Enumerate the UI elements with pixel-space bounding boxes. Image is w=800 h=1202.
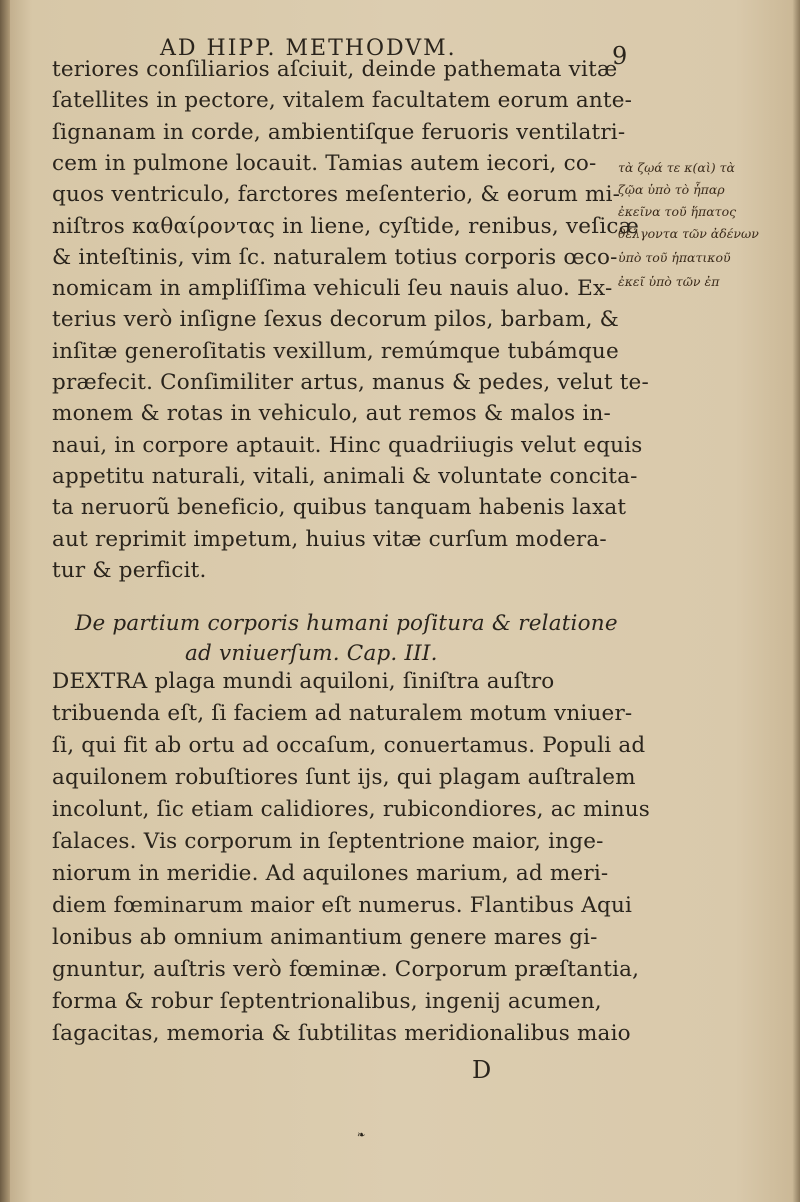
chapter-line-8: diem fœminarum maior eſt numerus. Flantibus Aqui — [52, 893, 633, 918]
body-line-13: naui, in corpore aptauit. Hinc quadriiugis velut equis — [52, 432, 643, 458]
body-line-2: ſatellites in pectore, vitalem facultatem eorum ante- — [52, 88, 633, 114]
body-line-5: quos ventriculo, farctores meſenterio, & eorum mi- — [52, 182, 621, 208]
chapter-line-2: tribuenda eſt, ſi faciem ad naturalem motum vniuer- — [52, 701, 633, 726]
binding-gutter — [0, 0, 10, 1202]
body-line-3: ſignanam in corde, ambientiſque feruoris ventilatri- — [52, 119, 626, 145]
ink-smudge: ❧ — [357, 1130, 366, 1141]
body-line-7: & inteſtinis, vim ſc. naturalem totius corporis œco- — [52, 244, 618, 270]
body-line-16: aut reprimit impetum, huius vitæ curſum modera- — [52, 526, 607, 552]
signature-mark: D — [472, 1056, 492, 1084]
chapter-line-9: lonibus ab omnium animantium genere mares gi- — [52, 925, 598, 950]
margin-note-1: τὰ ζῳά τε κ(αὶ) τὰ — [618, 160, 735, 175]
body-line-4: cem in pulmone locauit. Tamias autem iecori, co- — [52, 150, 597, 176]
body-line-15: ta neruorũ beneficio, quibus tanquam habenis laxat — [52, 495, 627, 521]
body-line-1: teriores conſiliarios aſciuit, deinde pathemata vitæ — [52, 57, 618, 82]
chapter-line-10: gnuntur, auſtris verò fœminæ. Corporum præſtantia, — [52, 957, 640, 982]
running-title: AD HIPP. METHODVM. — [160, 36, 457, 61]
chapter-line-1: DEXTRA plaga mundi aquiloni, ſiniſtra auſtro — [52, 669, 555, 694]
body-line-14: appetitu naturali, vitali, animali & voluntate concita- — [52, 463, 638, 489]
body-line-12: monem & rotas in vehiculo, aut remos & malos in- — [52, 401, 611, 427]
margin-note-6: ἐκεῖ ὑπὸ τῶν ἐπ — [618, 274, 720, 289]
margin-note-4: θέλγοντα τῶν ἀδένων — [618, 226, 759, 241]
body-line-10: inſitæ generoſitatis vexillum, remúmque tubámque — [52, 338, 619, 364]
body-line-9: terius verò inſigne ſexus decorum pilos, barbam, & — [52, 307, 620, 333]
chapter-line-7: niorum in meridie. Ad aquilones marium, ad meri- — [52, 861, 609, 886]
chapter-line-4: aquilonem robuſtiores ſunt ijs, qui plagam auſtralem — [52, 765, 636, 790]
chapter-heading-line-1: De partium corporis humani poſitura & relatione — [75, 611, 618, 636]
chapter-line-11: forma & robur ſeptentrionalibus, ingenij acumen, — [52, 989, 602, 1014]
body-line-6: niſtros καθαίροντας in liene, cyſtide, renibus, veſicæ — [52, 213, 640, 239]
chapter-heading-line-2: ad vniuerſum. Cap. III. — [185, 641, 438, 666]
margin-note-5: ὑπὸ τοῦ ἡπατικοῦ — [618, 250, 731, 265]
margin-note-3: ἐκεῖνα τοῦ ἥπατος — [618, 204, 737, 219]
margin-note-2: ζῷα ὑπὸ τὸ ἧπαρ — [618, 182, 725, 197]
page-number: 9 — [612, 42, 628, 70]
chapter-line-5: incolunt, ſic etiam calidiores, rubicondiores, ac minus — [52, 797, 651, 822]
body-line-11: præfecit. Conſimiliter artus, manus & pedes, velut te- — [52, 370, 649, 395]
page-edge — [792, 0, 800, 1202]
body-line-17: tur & perficit. — [52, 557, 207, 583]
chapter-line-12: ſagacitas, memoria & ſubtilitas meridionalibus maio — [52, 1021, 631, 1046]
chapter-line-6: ſalaces. Vis corporum in ſeptentrione maior, inge- — [52, 829, 604, 854]
body-line-8: nomicam in ampliſſima vehiculi ſeu nauis aluo. Ex- — [52, 276, 613, 302]
chapter-line-3: ſi, qui fit ab ortu ad occaſum, conuertamus. Populi ad — [52, 733, 646, 758]
